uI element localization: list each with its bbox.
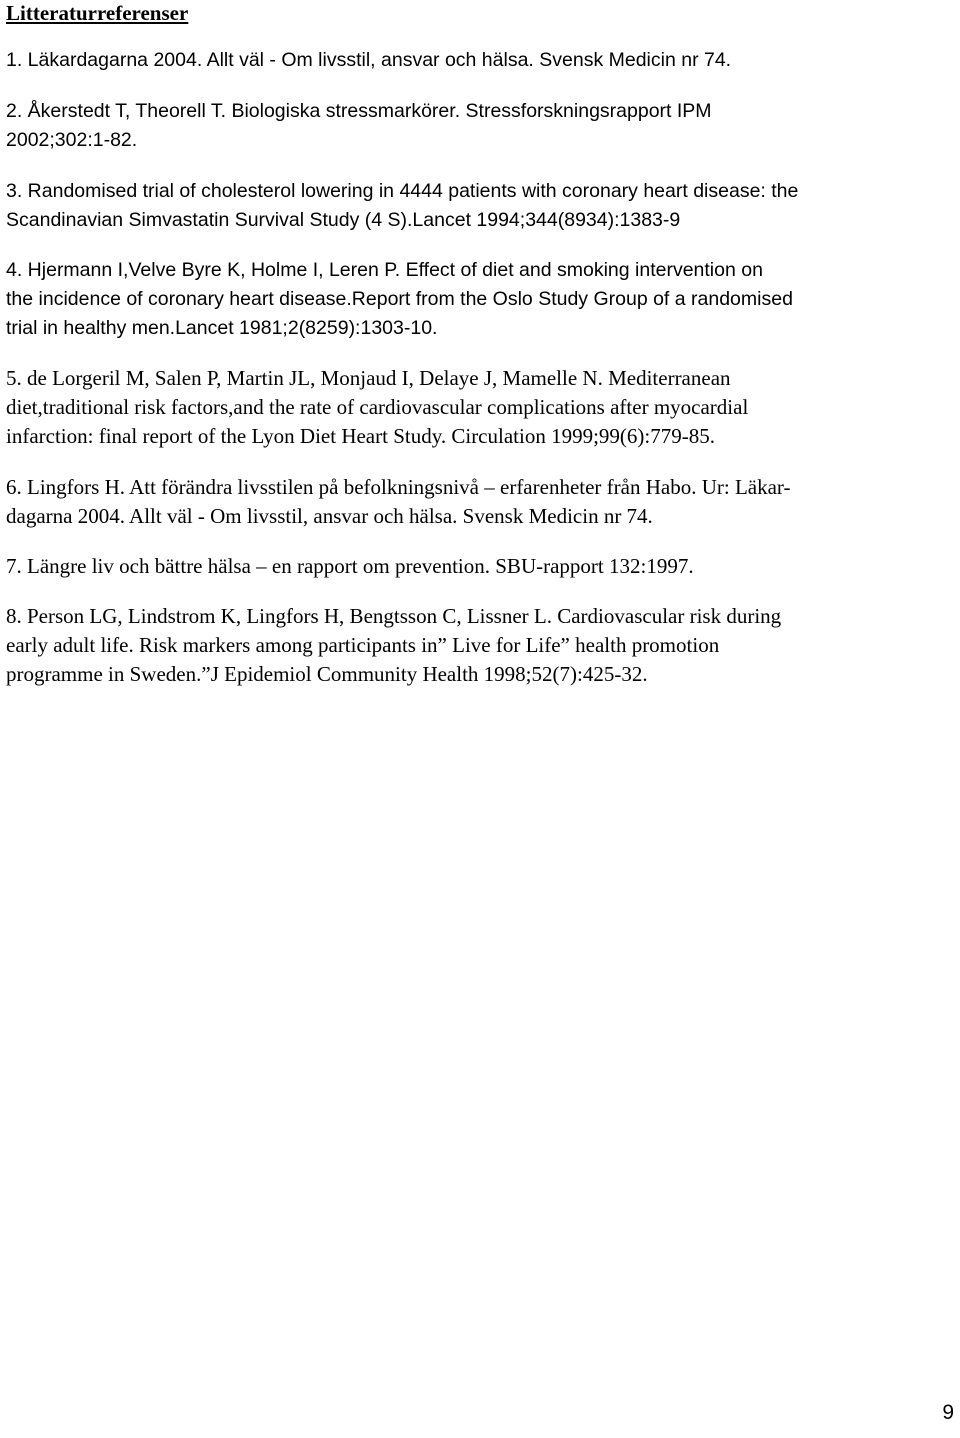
reference-line: dagarna 2004. Allt väl - Om livsstil, ansvar och hälsa. Svensk Medicin nr 74. [6,504,653,528]
reference-1 [6,46,946,75]
reference-line: diet,traditional risk factors,and the rate of cardiovascular complications after myocardial [6,395,749,419]
reference-line: 3. Randomised trial of cholesterol lowering in 4444 patients with coronary heart disease: the [6,180,799,202]
page-number: 9 [942,1401,954,1424]
reference-2 [6,97,946,155]
reference-6 [6,473,946,531]
reference-line: Scandinavian Simvastatin Survival Study (4 S).Lancet 1994;344(8934):1383-9 [6,209,681,231]
reference-3 [6,177,946,235]
reference-line: 1. Läkardagarna 2004. Allt väl - Om livsstil, ansvar och hälsa. Svensk Medicin nr 74. [6,49,732,71]
reference-line: 5. de Lorgeril M, Salen P, Martin JL, Monjaud I, Delaye J, Mamelle N. Mediterranean [6,366,731,390]
reference-line: early adult life. Risk markers among participants in” Live for Life” health promotion [6,633,720,657]
reference-4 [6,256,946,343]
reference-line: 8. Person LG, Lindstrom K, Lingfors H, Bengtsson C, Lissner L. Cardiovascular risk during [6,604,782,628]
reference-line: 2002;302:1-82. [6,129,138,151]
reference-line: infarction: final report of the Lyon Diet Heart Study. Circulation 1999;99(6):779-85. [6,424,715,448]
reference-line: programme in Sweden.”J Epidemiol Community Health 1998;52(7):425-32. [6,662,648,686]
reference-line: 2. Åkerstedt T, Theorell T. Biologiska stressmarkörer. Stressforskningsrapport IPM [6,100,712,122]
reference-5 [6,364,946,451]
reference-line: the incidence of coronary heart disease.Report from the Oslo Study Group of a randomised [6,288,793,310]
reference-line: 6. Lingfors H. Att förändra livsstilen på befolkningsnivå – erfarenheter från Habo. Ur: Läkar- [6,475,791,499]
reference-line: 7. Längre liv och bättre hälsa – en rapport om prevention. SBU-rapport 132:1997. [6,554,694,578]
page-heading: Litteraturreferenser [6,1,189,25]
reference-8 [6,602,946,689]
reference-7 [6,552,946,581]
reference-line: 4. Hjermann I,Velve Byre K, Holme I, Leren P. Effect of diet and smoking intervention on [6,259,763,281]
reference-line: trial in healthy men.Lancet 1981;2(8259):1303-10. [6,317,438,339]
